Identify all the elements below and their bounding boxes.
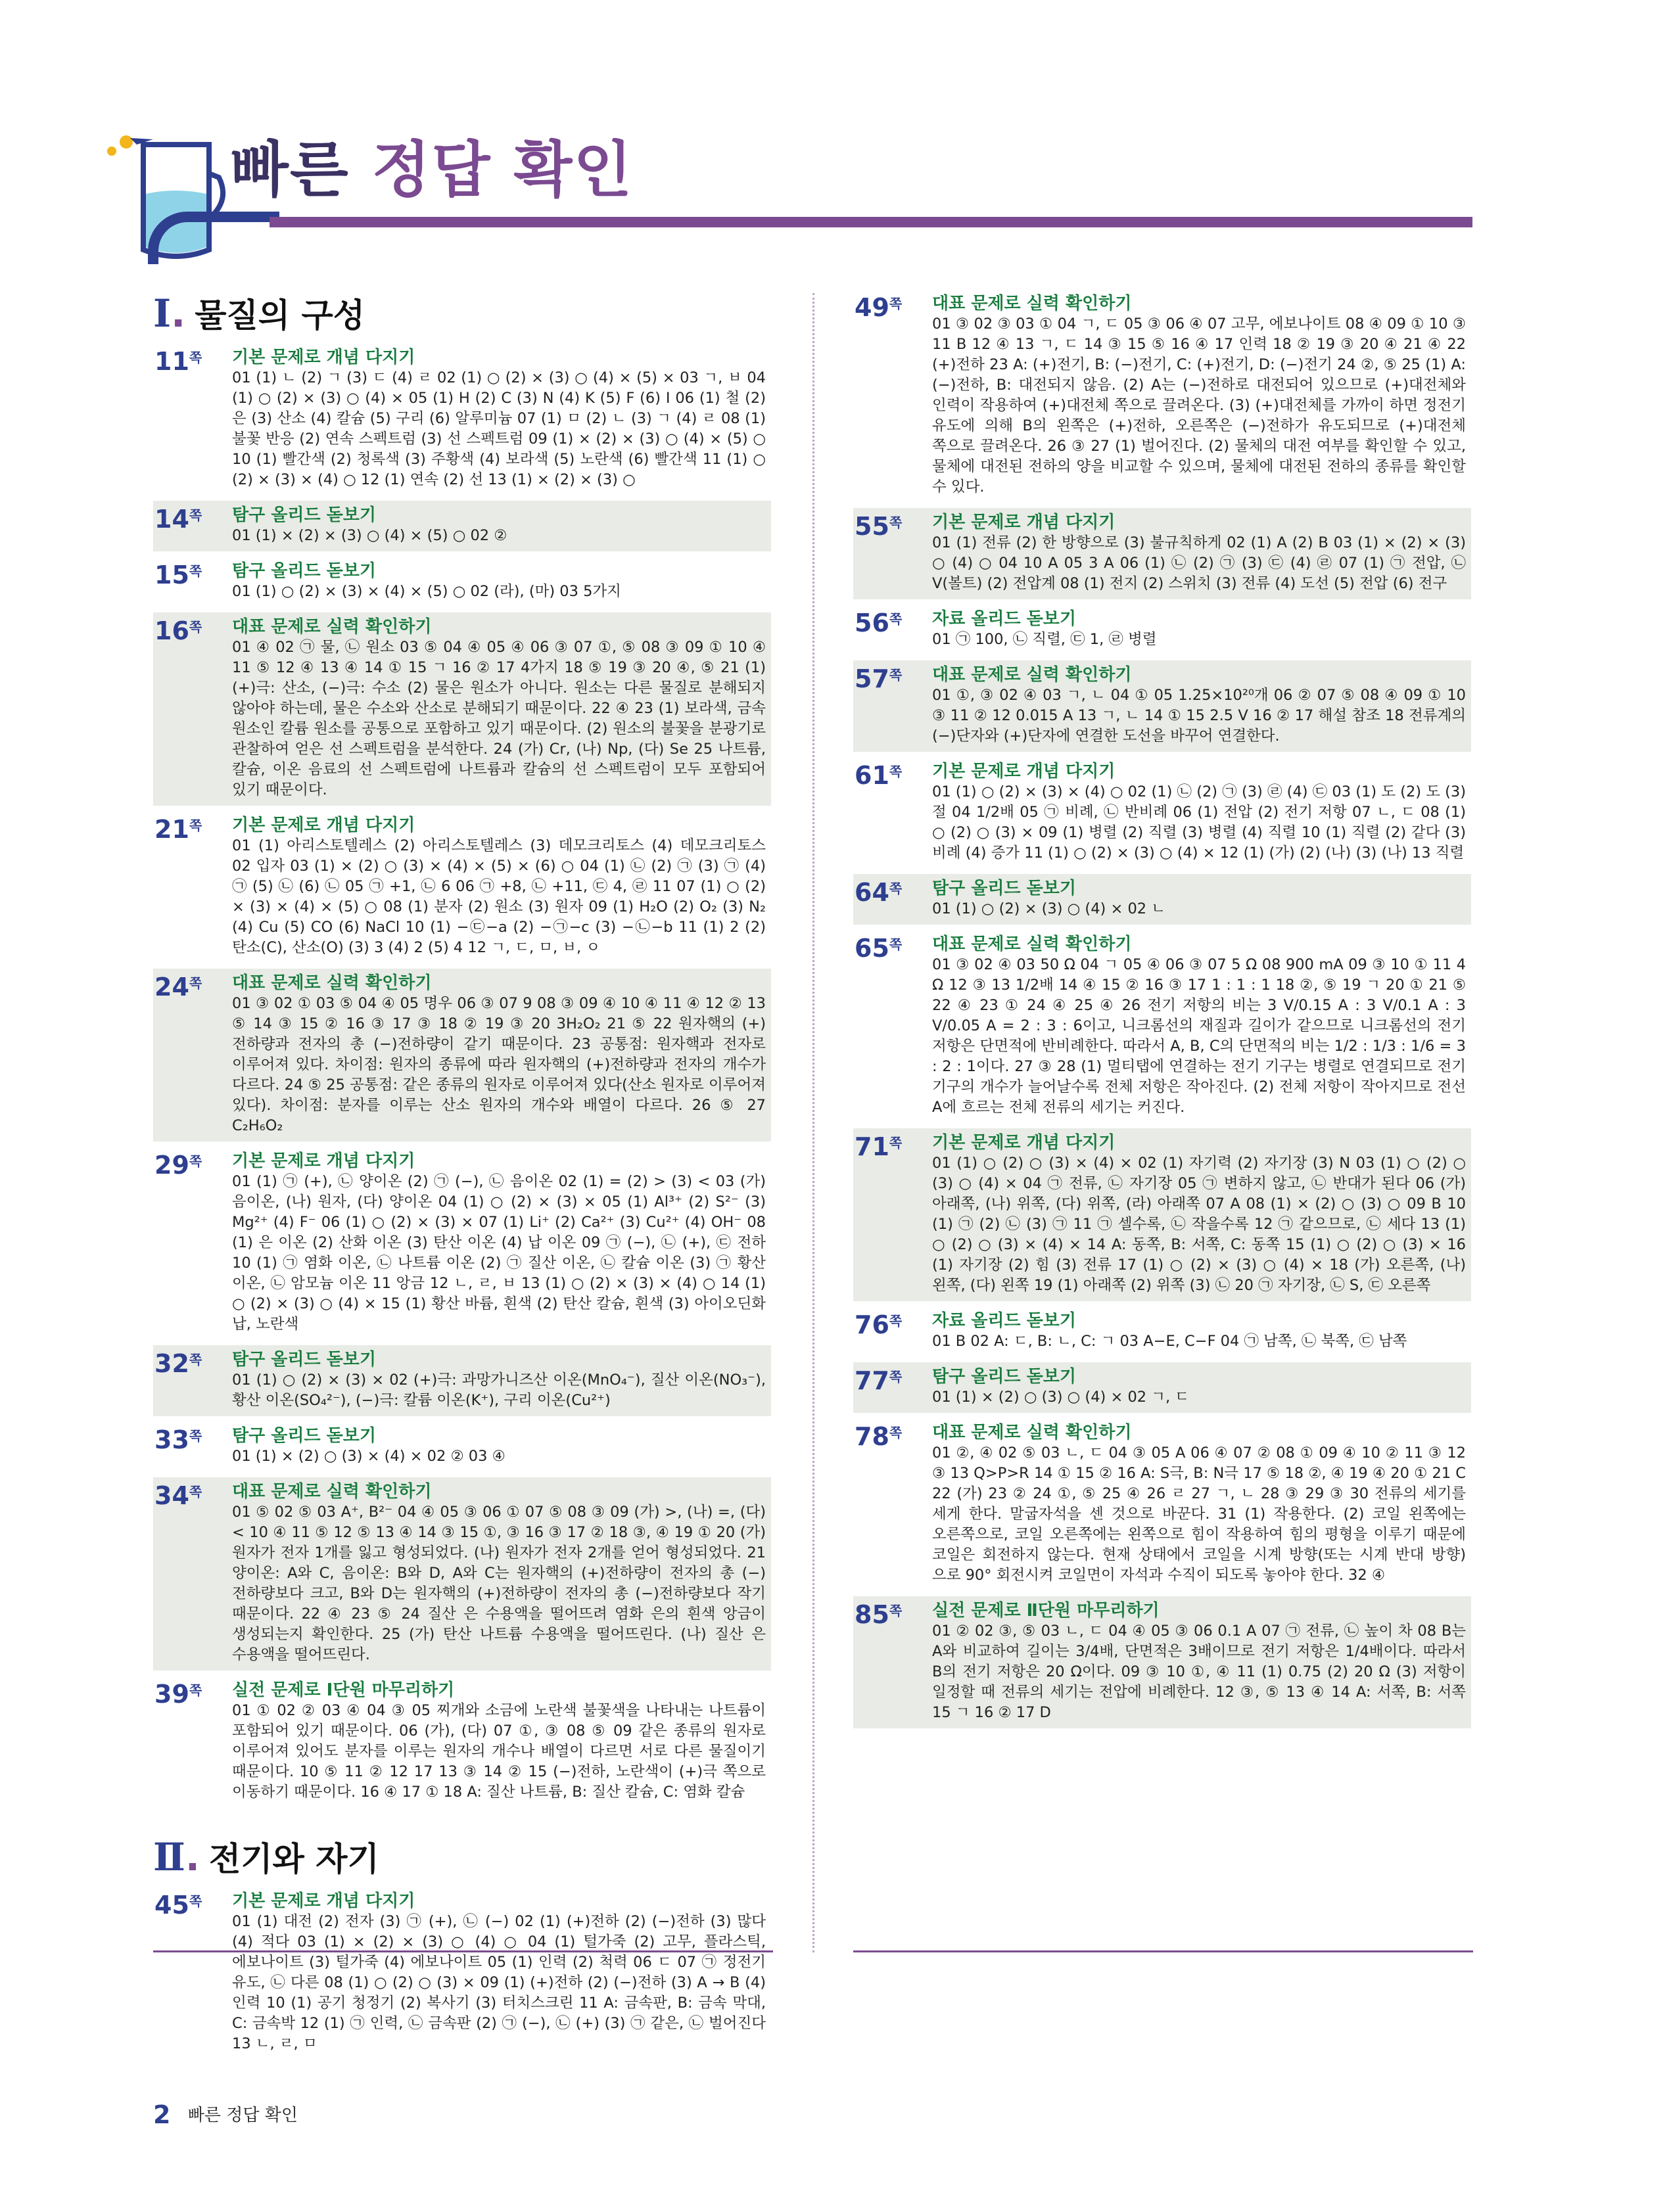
answer-text: 01 (1) ○ (2) × (3) ○ (4) × 02 ㄴ (932, 900, 1165, 917)
page-suffix: 쪽 (189, 1428, 202, 1444)
page-number-label: 21 (154, 815, 189, 844)
answer-block (853, 605, 1471, 655)
page-suffix: 쪽 (889, 1135, 903, 1151)
page-suffix: 쪽 (189, 1682, 202, 1698)
page-suffix: 쪽 (189, 563, 202, 579)
block-heading: 실전 문제로 Ⅰ단원 마무리하기 (232, 1680, 455, 1700)
block-heading: 자료 올리드 돋보기 (932, 609, 1077, 629)
page-suffix: 쪽 (189, 975, 202, 991)
answer-text: 01 (1) 대전 (2) 전자 (3) ㉠ (+), ㉡ (−) 02 (1) (+)전하 (2) (−)전하 (3) 많다 (4) 적다 03 (1) × (2) × (3) ○ (4) ○ 04 (1) 털가죽 (2) 고무, 플라스틱, 에보나이트 (3) 털가죽 (4) 에보나이트 05 (1) 인력 (2) 척력 06 ㄷ 07 ㉠ 정전기 유도, ㉡ 다른 08 (1) ○ (2) ○ (3) × 09 (1) (+)전하 (2) (−)전하 (3) A → B (4) 인력 10 (1) 공기 청정기 (2) 복사기 (3) 터치스크린 11 A: 금속판, B: 금속 막대, C: 금속박 12 (1) ㉠ 인력, ㉡ 금속판 (2) ㉠ (−), ㉡ (+) (3) ㉠ 같은, ㉡ 벌어진다 13 ㄴ, ㄹ, ㅁ (232, 1913, 766, 2052)
page-reference (853, 934, 932, 1118)
page-suffix: 쪽 (889, 667, 903, 683)
page-suffix: 쪽 (889, 611, 903, 627)
answer-block (853, 757, 1471, 869)
section-roman-numeral: Ⅱ (153, 1835, 185, 1879)
page-number-label: 85 (855, 1600, 889, 1629)
page-suffix: 쪽 (189, 619, 202, 635)
answer-text: 01 ㉠ 100, ㉡ 직렬, ㉢ 1, ㉣ 병렬 (932, 631, 1157, 648)
page-header-title (230, 122, 633, 208)
block-heading: 탐구 올리드 돋보기 (932, 1367, 1077, 1387)
block-heading: 대표 문제로 실력 확인하기 (932, 1423, 1132, 1442)
section-roman-numeral: Ⅰ (153, 291, 172, 336)
page-reference (153, 505, 232, 546)
header-title-part1: 빠른 (230, 135, 350, 205)
page-number-label: 71 (855, 1132, 889, 1161)
answer-text: 01 ③ 02 ① 03 ⑤ 04 ④ 05 명우 06 ③ 07 9 08 ③ 09 ④ 10 ④ 11 ④ 12 ② 13 ⑤ 14 ③ 15 ② 16 ③ 17 ③ 18 ② 19 ③ 20 3H₂O₂ 21 ⑤ 22 원자핵의 (+)전하량과 전자의 총 (−)전하량이 같기 때문이다. 23 공통점: 원자핵과 전자로 이루어져 있다. 차이점: 원자의 종류에 따라 원자핵의 (+)전하량과 전자의 개수가 다르다. 24 ⑤ 25 공통점: 같은 종류의 원자로 이루어져 있다(산소 원자로 이루어져 있다). 차이점: 분자를 이루는 산소 원자의 개수와 배열이 다르다. 26 ⑤ 27 C₂H₆O₂ (232, 995, 766, 1134)
page-suffix: 쪽 (189, 1352, 202, 1368)
left-column (153, 289, 771, 2065)
answer-text: 01 (1) ㉠ (+), ㉡ 양이온 (2) ㉠ (−), ㉡ 음이온 02 (1) = (2) > (3) < 03 (가) 음이온, (나) 원자, (다) 양이온 04 (1) ○ (2) × (3) × 05 (1) Al³⁺ (2) S²⁻ (3) Mg²⁺ (4) F⁻ 06 (1) ○ (2) × (3) × 07 (1) Li⁺ (2) Ca²⁺ (3) Cu²⁺ (4) OH⁻ 08 (1) 은 이온 (2) 산화 이온 (3) 탄산 이온 (4) 납 이온 09 ㉠ (−), ㉡ (+), ㉢ 전하 10 (1) ㉠ 염화 이온, ㉡ 나트륨 이온 (2) ㉠ 질산 이온, ㉡ 칼슘 이온 (3) ㉠ 황산 이온, ㉡ 암모늄 이온 11 앙금 12 ㄴ, ㄹ, ㅂ 13 (1) ○ (2) × (3) × (4) ○ 14 (1) ○ (2) × (3) ○ (4) × 15 (1) 황산 바륨, 흰색 (2) 탄산 칼슘, 흰색 (3) 아이오딘화 납, 노란색 (232, 1173, 766, 1333)
answer-block (853, 1418, 1471, 1591)
block-heading: 탐구 올리드 돋보기 (232, 505, 377, 525)
answer-text: 01 ② 02 ③, ⑤ 03 ㄴ, ㄷ 04 ④ 05 ③ 06 0.1 A 07 ㉠ 전류, ㉡ 높이 차 08 B는 A와 비교하여 길이는 3/4배, 단면적은 3배이므로 전기 저항은 1/4배이다. 따라서 B의 전기 저항은 20 Ω이다. 09 ③ 10 ①, ④ 11 (1) 0.75 (2) 20 Ω (3) 저항이 일정할 때 전류의 세기는 전압에 비례한다. 12 ③, ⑤ 13 ④ 14 A: 서쪽, B: 서쪽 15 ㄱ 16 ② 17 D (932, 1623, 1466, 1721)
page-number-label: 24 (154, 973, 189, 1002)
header-title-part2: 정답 확인 (371, 135, 634, 205)
page-number-label: 77 (855, 1366, 889, 1395)
page-footer (153, 2100, 298, 2129)
answer-block (853, 874, 1471, 925)
answer-block (153, 1676, 771, 1808)
section-heading-2: Ⅱ . 전기와 자기 (153, 1833, 771, 1880)
answer-text: 01 ②, ④ 02 ⑤ 03 ㄴ, ㄷ 04 ③ 05 A 06 ④ 07 ② 08 ① 09 ④ 10 ② 11 ③ 12 ③ 13 Q>P>R 14 ① 15 ② 16 A: S극, B: N극 17 ⑤ 18 ②, ④ 19 ④ 20 ① 21 C 22 (가) 23 ② 24 ①, ⑤ 25 ④ 26 ㄹ 27 ㄱ, ㄴ 28 ③ 29 ③ 30 전류의 세기를 세게 한다. 말굽자석을 센 것으로 바꾼다. 31 (1) 작용한다. (2) 코일 왼쪽에는 오른쪽으로, 코일 오른쪽에는 왼쪽으로 힘이 작용하여 힘의 평형을 이루기 때문에 코일은 회전하지 않는다. 현재 상태에서 코일을 시계 방향(또는 시계 반대 방향)으로 90° 회전시켜 코일면이 자석과 수직이 되도록 놓아야 한다. 32 ④ (932, 1444, 1466, 1584)
block-heading: 대표 문제로 실력 확인하기 (932, 294, 1132, 313)
page-number-label: 29 (154, 1151, 189, 1180)
page-suffix: 쪽 (189, 1484, 202, 1500)
block-heading: 탐구 올리드 돋보기 (932, 879, 1077, 898)
block-heading: 기본 문제로 개념 다지기 (232, 1891, 415, 1911)
page-number-label: 55 (855, 512, 889, 541)
answer-block (153, 811, 771, 963)
page-reference (153, 815, 232, 958)
page-suffix: 쪽 (889, 1603, 903, 1619)
page-reference (853, 512, 932, 594)
answer-text: 01 (1) ○ (2) ○ (3) × (4) × 02 (1) 자기력 (2) 자기장 (3) N 03 (1) ○ (2) ○ (3) ○ (4) × 04 ㉠ 전류, ㉡ 자기장 05 ㉠ 변하지 않고, ㉡ 반대가 된다 06 (가) 아래쪽, (나) 위쪽, (다) 위쪽, (라) 아래쪽 07 A 08 (1) × (2) ○ (3) ○ 09 B 10 (1) ㉠ (2) ㉡ (3) ㉠ 11 ㉠ 셀수록, ㉡ 작을수록 12 ㉠ 같으므로, ㉡ 세다 13 (1) ○ (2) ○ (3) × (4) × 14 A: 동쪽, B: 서쪽, C: 동쪽 15 (1) ○ (2) ○ (3) × 16 (1) 자기장 (2) 힘 (3) 전류 17 (1) ○ (2) × (3) ○ (4) × 18 (가) 오른쪽, (나) 왼쪽, (다) 왼쪽 19 (1) 아래쪽 (2) 위쪽 (3) ㉡ 20 ㉠ 자기장, ㉡ S, ㉢ 오른쪽 (932, 1155, 1466, 1294)
block-heading: 기본 문제로 개념 다지기 (232, 1151, 415, 1171)
page-suffix: 쪽 (889, 1425, 903, 1440)
page-reference (153, 1891, 232, 2054)
answer-block (853, 1306, 1471, 1357)
block-heading: 탐구 올리드 돋보기 (232, 1350, 377, 1370)
answer-block (153, 612, 771, 806)
page-number-label: 16 (154, 616, 189, 645)
page-reference (153, 1481, 232, 1665)
page-reference (153, 616, 232, 800)
block-heading: 기본 문제로 개념 다지기 (932, 513, 1116, 532)
page-number-label: 14 (154, 505, 189, 534)
block-heading: 기본 문제로 개념 다지기 (932, 1133, 1116, 1153)
page-number-label: 61 (855, 761, 889, 790)
answer-block (853, 1362, 1471, 1413)
page-reference (153, 1349, 232, 1411)
answer-text: 01 (1) × (2) × (3) ○ (4) × (5) ○ 02 ② (232, 527, 507, 544)
answer-block (153, 1887, 771, 2060)
answer-text: 01 ⑤ 02 ⑤ 03 A⁺, B²⁻ 04 ④ 05 ③ 06 ① 07 ⑤ 08 ③ 09 (가) >, (나) =, (다) < 10 ④ 11 ⑤ 12 ⑤ 13 ④ 14 ③ 15 ①, ③ 16 ③ 17 ② 18 ③, ④ 19 ① 20 (가) 원자가 전자 1개를 잃고 형성되었다. (나) 원자가 전자 2개를 얻어 형성되었다. 21 양이온: A와 C, 음이온: B와 D, A와 C는 원자핵의 (+)전하량이 전자의 총 (−)전하량보다 크고, B와 D는 원자핵의 (+)전하량이 전자의 총 (−)전하량보다 작기 때문이다. 22 ④ 23 ⑤ 24 질산 은 수용액을 떨어뜨려 염화 은의 흰색 앙금이 생성되는지 확인한다. 25 (가) 탄산 나트륨 수용액을 떨어뜨린다. (나) 질산 은 수용액을 떨어뜨린다. (232, 1504, 766, 1663)
page-suffix: 쪽 (889, 764, 903, 779)
header-curve-decoration (148, 212, 279, 264)
page-reference (153, 561, 232, 602)
right-column (853, 289, 1471, 1734)
page-suffix: 쪽 (889, 296, 903, 311)
answer-block (153, 343, 771, 495)
page-number-label: 65 (855, 934, 889, 963)
answer-text: 01 (1) × (2) ○ (3) ○ (4) × 02 ㄱ, ㄷ (932, 1389, 1190, 1406)
answer-text: 01 B 02 A: ㄷ, B: ㄴ, C: ㄱ 03 A−E, C−F 04 ㉠ 남쪽, ㉡ 북쪽, ㉢ 남쪽 (932, 1333, 1407, 1350)
answer-text: 01 (1) ○ (2) × (3) × (4) ○ 02 (1) ㉡ (2) ㉠ (3) ㉣ (4) ㉢ 03 (1) 도 (2) 도 (3) 절 04 1/2배 05 ㉠ 비례, ㉡ 반비례 06 (1) 전압 (2) 전기 저항 07 ㄴ, ㄷ 08 (1) ○ (2) ○ (3) × 09 (1) 병렬 (2) 직렬 (3) 병렬 (4) 직렬 10 (1) 직렬 (2) 같다 (3) 비례 (4) 증가 11 (1) ○ (2) × (3) ○ (4) × 12 (1) (가) (2) (나) (3) (나) 13 직렬 (932, 783, 1466, 862)
answer-block (853, 1596, 1471, 1728)
block-heading: 탐구 올리드 돋보기 (232, 1426, 377, 1446)
block-heading: 기본 문제로 개념 다지기 (932, 762, 1116, 781)
footer-label: 빠른 정답 확인 (187, 2106, 298, 2125)
answer-text: 01 (1) ○ (2) × (3) × 02 (+)극: 과망가니즈산 이온(MnO₄⁻), 질산 이온(NO₃⁻), 황산 이온(SO₄²⁻), (−)극: 칼륨 이온(K⁺), 구리 이온(Cu²⁺) (232, 1371, 766, 1409)
block-heading: 대표 문제로 실력 확인하기 (232, 617, 432, 637)
page-reference (153, 347, 232, 490)
block-heading: 자료 올리드 돋보기 (932, 1311, 1077, 1331)
block-heading: 실전 문제로 Ⅱ단원 마무리하기 (932, 1601, 1160, 1621)
right-bottom-rule (853, 1950, 1473, 1952)
answer-block (853, 289, 1471, 503)
block-heading: 기본 문제로 개념 다지기 (232, 816, 415, 835)
page-suffix: 쪽 (889, 515, 903, 530)
answer-text: 01 ③ 02 ④ 03 50 Ω 04 ㄱ 05 ④ 06 ③ 07 5 Ω 08 900 mA 09 ③ 10 ① 11 4 Ω 12 ③ 13 1/2배 14 ④ 15 ② 16 ③ 17 1 : 1 : 1 18 ②, ⑤ 19 ㄱ 20 ① 21 ⑤ 22 ④ 23 ① 24 ④ 25 ④ 26 전기 저항의 비는 3 V/0.15 A : 3 V/0.1 A : 3 V/0.05 A = 2 : 3 : 6이고, 니크롬선의 재질과 길이가 같으므로 니크롬선의 전기 저항은 단면적에 반비례한다. 따라서 A, B, C의 단면적의 비는 1/2 : 1/3 : 1/6 = 3 : 2 : 1이다. 27 ③ 28 (1) 멀티탭에 연결하는 전기 기구는 병렬로 연결되므로 전기 기구의 개수가 늘어날수록 전체 저항은 작아진다. (2) 전체 저항이 작아지므로 전선 A에 흐르는 전체 전류의 세기는 커진다. (932, 956, 1466, 1116)
answer-block (153, 1147, 771, 1340)
answer-block (853, 930, 1471, 1123)
page-number-label: 76 (855, 1310, 889, 1339)
answer-text: 01 ①, ③ 02 ④ 03 ㄱ, ㄴ 04 ① 05 1.25×10²⁰개 06 ② 07 ⑤ 08 ④ 09 ① 10 ③ 11 ② 12 0.015 A 13 ㄱ, ㄴ 14 ① 15 2.5 V 16 ② 17 해설 참조 18 전류계의 (−)단자와 (+)단자에 연결한 도선을 바꾸어 연결한다. (932, 687, 1466, 745)
page-number-label: 78 (855, 1422, 889, 1451)
page-suffix: 쪽 (889, 881, 903, 896)
page-suffix: 쪽 (189, 1153, 202, 1169)
page-number-label: 34 (154, 1481, 189, 1510)
page-reference (153, 973, 232, 1136)
page-number-label: 56 (855, 609, 889, 637)
page-reference (153, 1680, 232, 1803)
page-reference (853, 1132, 932, 1296)
answer-block (153, 1477, 771, 1671)
page-number-label: 32 (154, 1349, 189, 1378)
page-suffix: 쪽 (189, 818, 202, 833)
page-number-label: 45 (154, 1891, 189, 1920)
answer-block (153, 501, 771, 551)
page-suffix: 쪽 (889, 936, 903, 952)
page-suffix: 쪽 (889, 1313, 903, 1329)
answer-block (853, 660, 1471, 752)
page-reference (853, 1310, 932, 1352)
page-reference (853, 1422, 932, 1586)
answer-block (853, 508, 1471, 599)
page-reference (853, 293, 932, 497)
answer-text: 01 (1) 아리스토텔레스 (2) 아리스토텔레스 (3) 데모크리토스 (4) 데모크리토스 02 입자 03 (1) × (2) ○ (3) × (4) × (5) × (6) ○ 04 (1) ㉡ (2) ㉠ (3) ㉠ (4) ㉠ (5) ㉡ (6) ㉡ 05 ㉠ +1, ㉡ 6 06 ㉠ +8, ㉡ +11, ㉢ 4, ㉣ 11 07 (1) ○ (2) × (3) × (4) × (5) ○ 08 (1) 분자 (2) 원소 (3) 원자 09 (1) H₂O (2) O₂ (3) N₂ (4) Cu (5) CO (6) NaCl 10 (1) −㉢−a (2) −㉠−c (3) −㉡−b 11 (1) 2 (2) 탄소(C), 산소(O) (3) 3 (4) 2 (5) 4 12 ㄱ, ㄷ, ㅁ, ㅂ, ㅇ (232, 837, 766, 956)
answer-text: 01 (1) ㄴ (2) ㄱ (3) ㄷ (4) ㄹ 02 (1) ○ (2) × (3) ○ (4) × (5) × 03 ㄱ, ㅂ 04 (1) ○ (2) × (3) ○ (4) × 05 (1) H (2) C (3) N (4) K (5) F (6) I 06 (1) 철 (2) 은 (3) 산소 (4) 칼슘 (5) 구리 (6) 알루미늄 07 (1) ㅁ (2) ㄴ (3) ㄱ (4) ㄹ 08 (1) 불꽃 반응 (2) 연속 스펙트럼 (3) 선 스펙트럼 09 (1) × (2) × (3) ○ (4) × (5) ○ 10 (1) 빨간색 (2) 청록색 (3) 주황색 (4) 보라색 (5) 노란색 (6) 빨간색 11 (1) ○ (2) × (3) × (4) ○ 12 (1) 연속 (2) 선 13 (1) × (2) × (3) ○ (232, 369, 766, 488)
block-heading: 대표 문제로 실력 확인하기 (232, 1482, 432, 1502)
page-number-label: 64 (855, 878, 889, 907)
block-heading: 대표 문제로 실력 확인하기 (932, 665, 1132, 685)
page-suffix: 쪽 (189, 507, 202, 523)
page-number-label: 49 (855, 293, 889, 322)
answer-block (153, 969, 771, 1141)
block-heading: 대표 문제로 실력 확인하기 (232, 973, 432, 993)
answer-block (153, 1421, 771, 1472)
page-reference (853, 1366, 932, 1408)
page-reference (153, 1425, 232, 1467)
answer-block (853, 1128, 1471, 1301)
section-title: 전기와 자기 (208, 1840, 379, 1878)
page-reference (853, 1600, 932, 1723)
page-number-label: 11 (154, 347, 189, 376)
section-title: 물질의 구성 (195, 296, 365, 334)
page-reference (853, 609, 932, 650)
answer-text: 01 (1) 전류 (2) 한 방향으로 (3) 불규칙하게 02 (1) A (2) B 03 (1) × (2) × (3) ○ (4) ○ 04 10 A 05 3 A 06 (1) ㉡ (2) ㉠ (3) ㉢ (4) ㉣ 07 (1) ㉠ 전압, ㉡ V(볼트) (2) 전압계 08 (1) 전지 (2) 스위치 (3) 전류 (4) 도선 (5) 전압 (6) 전구 (932, 534, 1466, 592)
page-suffix: 쪽 (889, 1369, 903, 1385)
page-reference (853, 761, 932, 864)
answer-block (153, 1345, 771, 1416)
block-heading: 대표 문제로 실력 확인하기 (932, 934, 1132, 954)
page-reference (853, 664, 932, 747)
section-heading-1: Ⅰ . 물질의 구성 (153, 289, 771, 336)
page-number-label: 15 (154, 561, 189, 589)
page-number: 2 (153, 2100, 171, 2129)
header-rule (270, 217, 1472, 227)
answer-text: 01 ① 02 ② 03 ④ 04 ③ 05 찌개와 소금에 노란색 불꽃색을 나타내는 나트륨이 포함되어 있기 때문이다. 06 (가), (다) 07 ①, ③ 08 ⑤ 09 같은 종류의 원자로 이루어져 있어도 분자를 이루는 원자의 개수나 배열이 다르면 서로 다른 물질이기 때문이다. 10 ⑤ 11 ② 12 17 13 ③ 14 ② 15 (−)전하, 노란색이 (+)극 쪽으로 이동하기 때문이다. 16 ④ 17 ① 18 A: 질산 나트륨, B: 질산 칼슘, C: 염화 칼슘 (232, 1702, 766, 1801)
answer-text: 01 ④ 02 ㉠ 물, ㉡ 원소 03 ⑤ 04 ④ 05 ④ 06 ③ 07 ①, ⑤ 08 ③ 09 ① 10 ④ 11 ⑤ 12 ④ 13 ④ 14 ① 15 ㄱ 16 ② 17 4가지 18 ⑤ 19 ③ 20 ④, ⑤ 21 (1) (+)극: 산소, (−)극: 수소 (2) 물은 원소가 아니다. 원소는 다른 물질로 분해되지 않아야 하는데, 물은 수소와 산소로 분해되기 때문이다. 22 ④ 23 (1) 보라색, 금속 원소인 칼륨 원소를 공통으로 포함하고 있기 때문이다. (2) 원소의 불꽃을 분광기로 관찰하여 얻은 선 스펙트럼을 분석한다. 24 (가) Cr, (나) Np, (다) Se 25 나트륨, 칼슘, 이온 음료의 선 스펙트럼에 나트륨과 칼슘의 선 스펙트럼이 모두 포함되어 있기 때문이다. (232, 639, 766, 798)
block-heading: 탐구 올리드 돋보기 (232, 561, 377, 581)
page-suffix: 쪽 (189, 1893, 202, 1909)
page-reference (153, 1151, 232, 1335)
answer-text: 01 (1) ○ (2) × (3) × (4) × (5) ○ 02 (라), (마) 03 5가지 (232, 583, 621, 600)
page-reference (853, 878, 932, 919)
page-number-label: 57 (855, 664, 889, 693)
page-suffix: 쪽 (189, 350, 202, 365)
page-number-label: 39 (154, 1680, 189, 1709)
column-divider (812, 293, 814, 1952)
block-heading: 기본 문제로 개념 다지기 (232, 348, 415, 367)
answer-block (153, 557, 771, 607)
page-number-label: 33 (154, 1425, 189, 1454)
answer-text: 01 ③ 02 ③ 03 ① 04 ㄱ, ㄷ 05 ③ 06 ④ 07 고무, 에보나이트 08 ④ 09 ① 10 ③ 11 B 12 ④ 13 ㄱ, ㄷ 14 ③ 15 ⑤ 16 ④ 17 인력 18 ② 19 ③ 20 ④ 21 ④ 22 (+)전하 23 A: (+)전기, B: (−)전기, C: (+)전기, D: (−)전기 24 ②, ⑤ 25 (1) A: (−)전하, B: 대전되지 않음. (2) A는 (−)전하로 대전되어 있으므로 (+)대전체와 인력이 작용하여 (+)대전체 쪽으로 끌려온다. (3) (+)대전체를 가까이 하면 정전기 유도에 의해 B의 왼쪽은 (+)전하, 오른쪽은 (−)전하가 유도되므로 (+)대전체 쪽으로 끌려온다. 26 ③ 27 (1) 벌어진다. (2) 물체의 대전 여부를 확인할 수 있고, 물체에 대전된 전하의 양을 비교할 수 있으며, 물체에 대전된 전하의 종류를 확인할 수 있다. (932, 315, 1466, 495)
answer-text: 01 (1) × (2) ○ (3) × (4) × 02 ② 03 ④ (232, 1448, 505, 1465)
